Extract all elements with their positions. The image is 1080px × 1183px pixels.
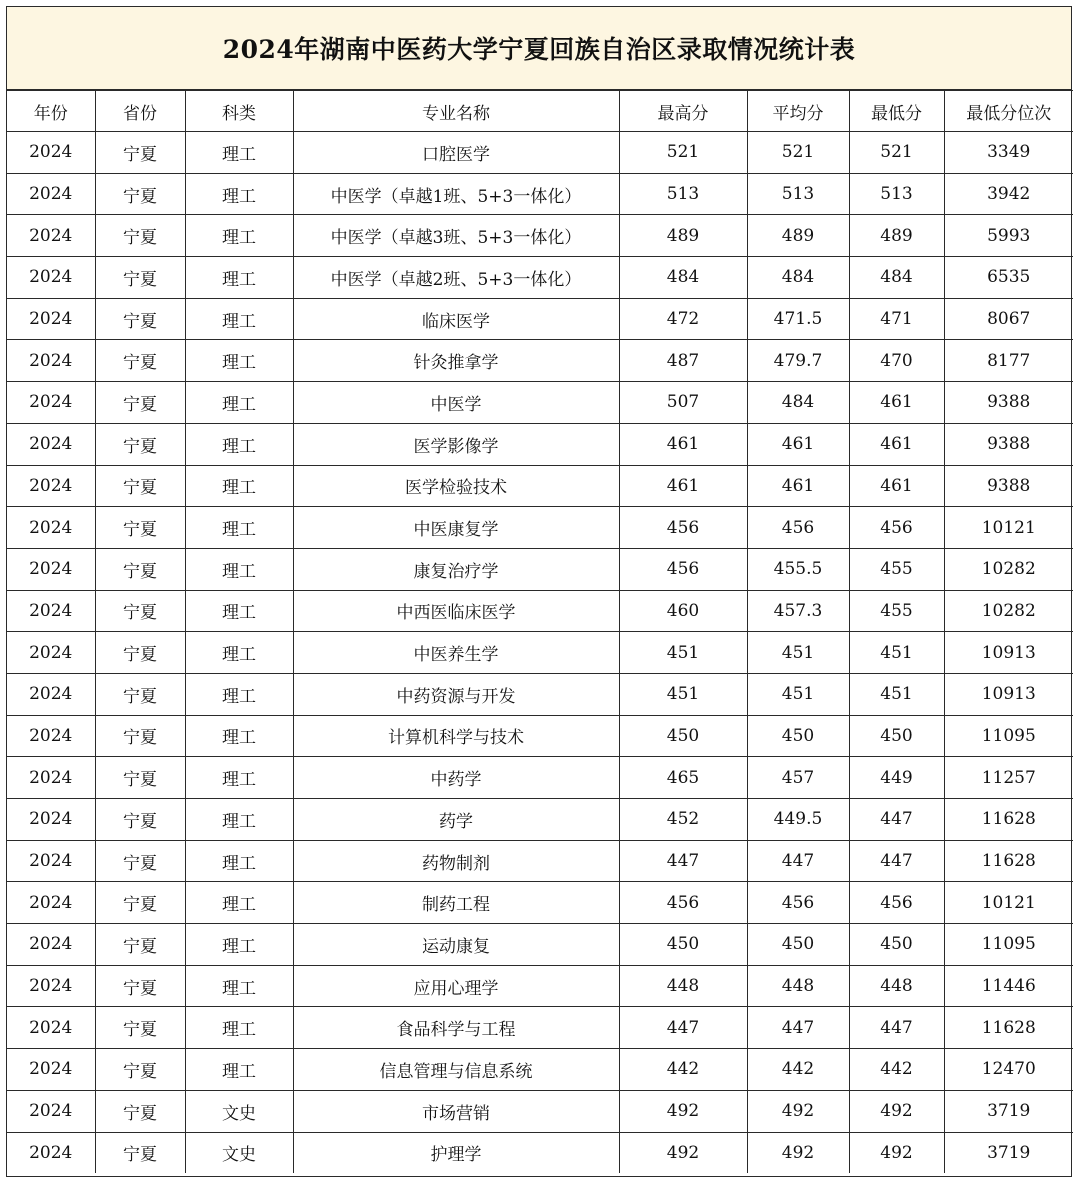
avg-score-cell: 456	[747, 507, 849, 549]
min-rank-cell: 10121	[944, 507, 1073, 549]
avg-score-cell: 461	[747, 423, 849, 465]
header-max-score: 最高分	[619, 91, 747, 132]
min-score-cell: 484	[849, 257, 944, 299]
category-cell: 理工	[185, 882, 293, 924]
category-cell: 理工	[185, 673, 293, 715]
header-province: 省份	[95, 91, 185, 132]
major-cell: 针灸推拿学	[293, 340, 619, 382]
table-row	[7, 257, 1073, 299]
max-score-cell: 492	[619, 1090, 747, 1132]
table-row	[7, 340, 1073, 382]
province-cell: 宁夏	[95, 132, 185, 174]
min-rank-cell: 3942	[944, 173, 1073, 215]
year-cell: 2024	[7, 840, 95, 882]
table-row	[7, 632, 1073, 674]
min-rank-cell: 10282	[944, 590, 1073, 632]
major-cell: 食品科学与工程	[293, 1007, 619, 1049]
avg-score-cell: 442	[747, 1049, 849, 1091]
min-rank-cell: 11095	[944, 715, 1073, 757]
province-cell: 宁夏	[95, 757, 185, 799]
header-year: 年份	[7, 91, 95, 132]
min-score-cell: 442	[849, 1049, 944, 1091]
avg-score-cell: 455.5	[747, 548, 849, 590]
min-rank-cell: 12470	[944, 1049, 1073, 1091]
table-row	[7, 173, 1073, 215]
max-score-cell: 472	[619, 298, 747, 340]
year-cell: 2024	[7, 257, 95, 299]
table-row	[7, 465, 1073, 507]
min-score-cell: 471	[849, 298, 944, 340]
category-cell: 理工	[185, 590, 293, 632]
min-rank-cell: 11257	[944, 757, 1073, 799]
major-cell: 中医学（卓越1班、5+3一体化）	[293, 173, 619, 215]
table-row	[7, 1090, 1073, 1132]
major-cell: 中医学（卓越3班、5+3一体化）	[293, 215, 619, 257]
category-cell: 理工	[185, 340, 293, 382]
major-cell: 康复治疗学	[293, 548, 619, 590]
table-body	[7, 132, 1073, 1174]
min-score-cell: 447	[849, 799, 944, 841]
year-cell: 2024	[7, 465, 95, 507]
year-cell: 2024	[7, 1007, 95, 1049]
major-cell: 运动康复	[293, 924, 619, 966]
min-rank-cell: 3719	[944, 1090, 1073, 1132]
max-score-cell: 447	[619, 1007, 747, 1049]
category-cell: 理工	[185, 715, 293, 757]
max-score-cell: 513	[619, 173, 747, 215]
admission-table	[7, 90, 1073, 1173]
min-score-cell: 456	[849, 882, 944, 924]
major-cell: 中医康复学	[293, 507, 619, 549]
province-cell: 宁夏	[95, 298, 185, 340]
year-cell: 2024	[7, 507, 95, 549]
year-cell: 2024	[7, 215, 95, 257]
category-cell: 理工	[185, 1049, 293, 1091]
province-cell: 宁夏	[95, 632, 185, 674]
min-score-cell: 489	[849, 215, 944, 257]
province-cell: 宁夏	[95, 965, 185, 1007]
avg-score-cell: 471.5	[747, 298, 849, 340]
max-score-cell: 492	[619, 1132, 747, 1173]
year-cell: 2024	[7, 298, 95, 340]
min-score-cell: 450	[849, 715, 944, 757]
min-score-cell: 449	[849, 757, 944, 799]
major-cell: 护理学	[293, 1132, 619, 1173]
max-score-cell: 521	[619, 132, 747, 174]
province-cell: 宁夏	[95, 340, 185, 382]
year-cell: 2024	[7, 924, 95, 966]
province-cell: 宁夏	[95, 590, 185, 632]
max-score-cell: 487	[619, 340, 747, 382]
max-score-cell: 451	[619, 632, 747, 674]
avg-score-cell: 449.5	[747, 799, 849, 841]
admission-table-sheet	[6, 6, 1072, 1177]
province-cell: 宁夏	[95, 924, 185, 966]
year-cell: 2024	[7, 882, 95, 924]
avg-score-cell: 492	[747, 1132, 849, 1173]
avg-score-cell: 489	[747, 215, 849, 257]
header-row	[7, 91, 1073, 132]
min-score-cell: 456	[849, 507, 944, 549]
major-cell: 药学	[293, 799, 619, 841]
category-cell: 理工	[185, 465, 293, 507]
category-cell: 理工	[185, 298, 293, 340]
min-rank-cell: 10282	[944, 548, 1073, 590]
province-cell: 宁夏	[95, 1090, 185, 1132]
category-cell: 理工	[185, 507, 293, 549]
table-row	[7, 507, 1073, 549]
min-rank-cell: 8067	[944, 298, 1073, 340]
category-cell: 理工	[185, 173, 293, 215]
year-cell: 2024	[7, 1132, 95, 1173]
province-cell: 宁夏	[95, 257, 185, 299]
table-row	[7, 298, 1073, 340]
min-rank-cell: 3719	[944, 1132, 1073, 1173]
table-row	[7, 590, 1073, 632]
min-score-cell: 451	[849, 632, 944, 674]
max-score-cell: 442	[619, 1049, 747, 1091]
category-cell: 理工	[185, 548, 293, 590]
province-cell: 宁夏	[95, 548, 185, 590]
table-row	[7, 548, 1073, 590]
province-cell: 宁夏	[95, 423, 185, 465]
min-rank-cell: 10121	[944, 882, 1073, 924]
header-min-score: 最低分	[849, 91, 944, 132]
table-row	[7, 1007, 1073, 1049]
year-cell: 2024	[7, 757, 95, 799]
category-cell: 理工	[185, 132, 293, 174]
avg-score-cell: 457	[747, 757, 849, 799]
year-cell: 2024	[7, 132, 95, 174]
avg-score-cell: 492	[747, 1090, 849, 1132]
category-cell: 理工	[185, 382, 293, 424]
min-rank-cell: 6535	[944, 257, 1073, 299]
category-cell: 理工	[185, 215, 293, 257]
major-cell: 中西医临床医学	[293, 590, 619, 632]
min-score-cell: 470	[849, 340, 944, 382]
min-score-cell: 455	[849, 548, 944, 590]
major-cell: 信息管理与信息系统	[293, 1049, 619, 1091]
avg-score-cell: 461	[747, 465, 849, 507]
year-cell: 2024	[7, 173, 95, 215]
table-row	[7, 673, 1073, 715]
province-cell: 宁夏	[95, 465, 185, 507]
year-cell: 2024	[7, 799, 95, 841]
province-cell: 宁夏	[95, 715, 185, 757]
avg-score-cell: 448	[747, 965, 849, 1007]
min-score-cell: 461	[849, 423, 944, 465]
min-rank-cell: 10913	[944, 673, 1073, 715]
max-score-cell: 461	[619, 465, 747, 507]
avg-score-cell: 479.7	[747, 340, 849, 382]
major-cell: 制药工程	[293, 882, 619, 924]
major-cell: 计算机科学与技术	[293, 715, 619, 757]
max-score-cell: 484	[619, 257, 747, 299]
year-cell: 2024	[7, 423, 95, 465]
category-cell: 理工	[185, 799, 293, 841]
max-score-cell: 448	[619, 965, 747, 1007]
year-cell: 2024	[7, 1049, 95, 1091]
max-score-cell: 452	[619, 799, 747, 841]
table-row	[7, 423, 1073, 465]
min-rank-cell: 3349	[944, 132, 1073, 174]
year-cell: 2024	[7, 715, 95, 757]
avg-score-cell: 484	[747, 257, 849, 299]
avg-score-cell: 451	[747, 673, 849, 715]
province-cell: 宁夏	[95, 673, 185, 715]
min-rank-cell: 11628	[944, 1007, 1073, 1049]
max-score-cell: 507	[619, 382, 747, 424]
major-cell: 中药学	[293, 757, 619, 799]
avg-score-cell: 456	[747, 882, 849, 924]
min-score-cell: 492	[849, 1090, 944, 1132]
year-cell: 2024	[7, 673, 95, 715]
table-row	[7, 215, 1073, 257]
category-cell: 理工	[185, 257, 293, 299]
table-row	[7, 840, 1073, 882]
category-cell: 理工	[185, 423, 293, 465]
min-rank-cell: 8177	[944, 340, 1073, 382]
header-avg-score: 平均分	[747, 91, 849, 132]
min-rank-cell: 9388	[944, 382, 1073, 424]
header-min-rank: 最低分位次	[944, 91, 1073, 132]
table-row	[7, 715, 1073, 757]
table-row	[7, 965, 1073, 1007]
min-score-cell: 447	[849, 840, 944, 882]
avg-score-cell: 447	[747, 1007, 849, 1049]
year-cell: 2024	[7, 590, 95, 632]
min-rank-cell: 9388	[944, 465, 1073, 507]
max-score-cell: 456	[619, 882, 747, 924]
table-row	[7, 1049, 1073, 1091]
max-score-cell: 456	[619, 548, 747, 590]
category-cell: 理工	[185, 840, 293, 882]
province-cell: 宁夏	[95, 1007, 185, 1049]
province-cell: 宁夏	[95, 840, 185, 882]
avg-score-cell: 457.3	[747, 590, 849, 632]
category-cell: 文史	[185, 1132, 293, 1173]
major-cell: 医学影像学	[293, 423, 619, 465]
category-cell: 理工	[185, 965, 293, 1007]
header-major: 专业名称	[293, 91, 619, 132]
major-cell: 中医养生学	[293, 632, 619, 674]
province-cell: 宁夏	[95, 1049, 185, 1091]
year-cell: 2024	[7, 548, 95, 590]
category-cell: 文史	[185, 1090, 293, 1132]
avg-score-cell: 521	[747, 132, 849, 174]
min-rank-cell: 11628	[944, 799, 1073, 841]
avg-score-cell: 450	[747, 924, 849, 966]
min-rank-cell: 11628	[944, 840, 1073, 882]
max-score-cell: 460	[619, 590, 747, 632]
province-cell: 宁夏	[95, 1132, 185, 1173]
province-cell: 宁夏	[95, 215, 185, 257]
max-score-cell: 450	[619, 715, 747, 757]
avg-score-cell: 451	[747, 632, 849, 674]
max-score-cell: 461	[619, 423, 747, 465]
year-cell: 2024	[7, 965, 95, 1007]
major-cell: 医学检验技术	[293, 465, 619, 507]
province-cell: 宁夏	[95, 173, 185, 215]
min-score-cell: 451	[849, 673, 944, 715]
province-cell: 宁夏	[95, 882, 185, 924]
max-score-cell: 447	[619, 840, 747, 882]
max-score-cell: 451	[619, 673, 747, 715]
table-row	[7, 382, 1073, 424]
category-cell: 理工	[185, 632, 293, 674]
min-rank-cell: 11446	[944, 965, 1073, 1007]
table-row	[7, 924, 1073, 966]
max-score-cell: 465	[619, 757, 747, 799]
min-rank-cell: 11095	[944, 924, 1073, 966]
table-title: 2024年湖南中医药大学宁夏回族自治区录取情况统计表	[7, 7, 1071, 90]
province-cell: 宁夏	[95, 507, 185, 549]
table-row	[7, 799, 1073, 841]
min-score-cell: 461	[849, 465, 944, 507]
min-score-cell: 521	[849, 132, 944, 174]
major-cell: 药物制剂	[293, 840, 619, 882]
max-score-cell: 456	[619, 507, 747, 549]
avg-score-cell: 450	[747, 715, 849, 757]
major-cell: 中医学	[293, 382, 619, 424]
province-cell: 宁夏	[95, 382, 185, 424]
major-cell: 市场营销	[293, 1090, 619, 1132]
min-score-cell: 461	[849, 382, 944, 424]
major-cell: 中医学（卓越2班、5+3一体化）	[293, 257, 619, 299]
table-row	[7, 132, 1073, 174]
table-row	[7, 882, 1073, 924]
min-rank-cell: 5993	[944, 215, 1073, 257]
min-score-cell: 450	[849, 924, 944, 966]
min-score-cell: 513	[849, 173, 944, 215]
avg-score-cell: 447	[747, 840, 849, 882]
category-cell: 理工	[185, 924, 293, 966]
category-cell: 理工	[185, 1007, 293, 1049]
min-score-cell: 492	[849, 1132, 944, 1173]
min-rank-cell: 9388	[944, 423, 1073, 465]
header-category: 科类	[185, 91, 293, 132]
category-cell: 理工	[185, 757, 293, 799]
min-score-cell: 448	[849, 965, 944, 1007]
major-cell: 临床医学	[293, 298, 619, 340]
major-cell: 口腔医学	[293, 132, 619, 174]
avg-score-cell: 484	[747, 382, 849, 424]
major-cell: 应用心理学	[293, 965, 619, 1007]
max-score-cell: 450	[619, 924, 747, 966]
year-cell: 2024	[7, 382, 95, 424]
min-score-cell: 447	[849, 1007, 944, 1049]
min-score-cell: 455	[849, 590, 944, 632]
table-row	[7, 1132, 1073, 1173]
table-row	[7, 757, 1073, 799]
min-rank-cell: 10913	[944, 632, 1073, 674]
year-cell: 2024	[7, 632, 95, 674]
province-cell: 宁夏	[95, 799, 185, 841]
year-cell: 2024	[7, 340, 95, 382]
year-cell: 2024	[7, 1090, 95, 1132]
avg-score-cell: 513	[747, 173, 849, 215]
major-cell: 中药资源与开发	[293, 673, 619, 715]
max-score-cell: 489	[619, 215, 747, 257]
